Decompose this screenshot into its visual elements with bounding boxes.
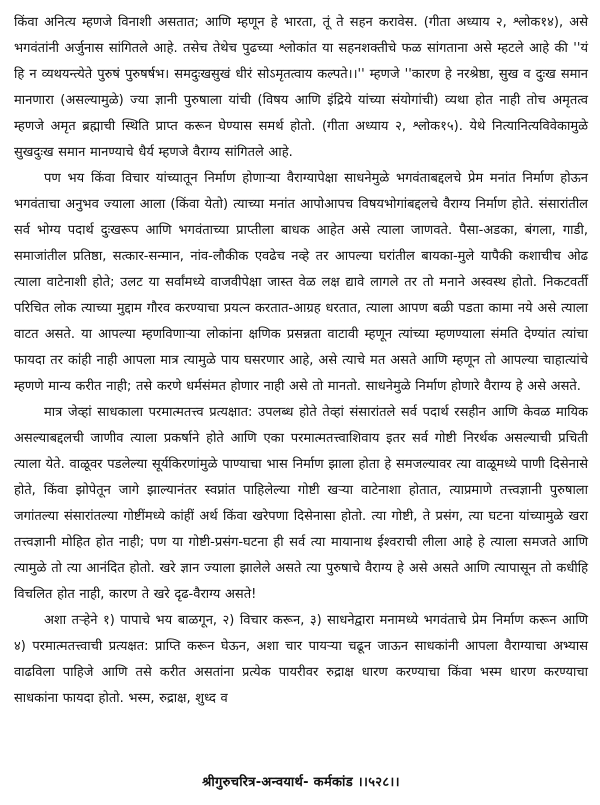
paragraph-sadhana-vairagya: पण भय किंवा विचार यांच्यातून निर्माण होणाऱ्या वैराग्यापेक्षा साधनेमुळे भगवंताबद्दलचे प्रेम मनांत निर्माण होऊन भगवंताचा अनुभव ज्याला आला (किंवा येतो) त्याच्या मनांत आपोआपच विषयभोगांबद्दलचे वैराग्य निर्माण होते. संसारांतील सर्व भोग्य पदार्थ दुःखरूप आणि भगवंताच्या प्राप्तीला बाधक आहेत असे त्याला जाणवते. पैसा-अडका, बंगला, गाडी, समाजांतील प्रतिष्ठा, सत्कार-सन्मान, नांव-लौकीक एवढेच नव्हे तर आपल्या घरांतील बायका-मुले यापैकी कशाचीच ओढ त्याला वाटेनाशी होते; उलट या सर्वांमध्ये वाजवीपेक्षा जास्त वेळ लक्ष द्यावे लागले तर तो मनाने अस्वस्थ होतो. निकटवर्ती परिचित लोक त्याच्या मुद्दाम गौरव करण्याचा प्रयत्न करतात-आग्रह धरतात, त्याला आपण बळी पडता कामा नये असे त्याला वाटत असते. या आपल्या म्हणविणाऱ्या लोकांना क्षणिक प्रसन्नता वाटावी म्हणून त्यांच्या म्हणण्याला संमति देण्यांत त्यांचा फायदा तर कांही नाही आपला मात्र त्यामुळे पाय घसरणार आहे, असे त्याचे मत असते आणि म्हणून तो आपल्या चाहात्यांचे म्हणणे मान्य करीत नाही; तसे करणे धर्मसंमत होणार नाही असे तो मानतो. साधनेमुळे निर्माण होणारे वैराग्य हे असे असते.: [14, 171, 588, 394]
body-text: [14, 10, 588, 712]
book-page: [14, 10, 588, 800]
page-footer: श्रीगुरुचरित्र-अन्वयार्थ- कर्मकांड ।।५२८।।: [202, 775, 400, 790]
paragraph-char-payrya: अशा तऱ्हेने १) पापाचे भय बाळगून, २) विचार करून, ३) साधनेद्वारा मनामध्ये भगवंताचे प्रेम निर्माण करून आणि ४) परमात्मतत्त्वाची प्रत्यक्षत: प्राप्ति करून घेऊन, अशा चार पायऱ्या चढून जाऊन साधकांनी आपला वैराग्याचा अभ्यास वाढविला पाहिजे आणि तसे करीत असतांना प्रत्येक पायरीवर रुद्राक्ष धारण करण्याचा किंवा भस्म धारण करण्याचा साधकांना फायदा होतो. भस्म, रुद्राक्ष, शुध्द व: [14, 613, 588, 706]
paragraph-dridha-vairagya: मात्र जेव्हां साधकाला परमात्मतत्त्व प्रत्यक्षात: उपलब्ध होते तेव्हां संसारांतले सर्व पदार्थ रसहीन आणि केवळ मायिक असल्याबद्दलची जाणीव त्याला प्रकर्षाने होते आणि एका परमात्मतत्त्वाशिवाय इतर सर्व गोष्टी निरर्थक असल्याची प्रचिती त्याला येते. वाळूवर पडलेल्या सूर्यकिरणांमुळे पाण्याचा भास निर्माण झाला होता हे समजल्यावर त्या वाळूमध्ये पाणी दिसेनासे होते, किंवा झोपेतून जागे झाल्यानंतर स्वप्नांत पाहिलेल्या गोष्टी खऱ्या वाटेनाशा होतात, त्याप्रमाणे तत्त्वज्ञानी पुरुषाला जगांतल्या संसारांतल्या गोष्टींमध्ये कांहीं अर्थ किंवा खरेपणा दिसेनासा होतो. त्या गोष्टी, ते प्रसंग, त्या घटना यांच्यामुळे खरा तत्त्वज्ञानी मोहित होत नाही; पण या गोष्टी-प्रसंग-घटना ही सर्व त्या मायानाथ ईश्वराची लीला आहे हे त्याला समजते आणि त्यामुळे तो त्या आनंदित होतो. खरे ज्ञान ज्याला झालेले असते त्या पुरुषाचे वैराग्य हे असे असते आणि त्यापासून तो कधीहि विचलित होत नाही, कारण ते खरे दृढ-वैराग्य असते!: [14, 405, 588, 602]
paragraph-gita-sahanshakti: किंवा अनित्य म्हणजे विनाशी असतात; आणि म्हणून हे भारता, तूं ते सहन करावेस. (गीता अध्याय २, श्लोक१४), असे भगवंतांनी अर्जुनास सांगितले आहे. तसेच तेथेच पुढच्या श्लोकांत या सहनशक्तीचे फळ सांगताना असे म्हटले आहे की ''यं हि न व्यथयन्त्येते पुरुषं पुरुषर्षभ। समदुःखसुखं धीरं सोऽमृतत्वाय कल्पते।।'' म्हणजे ''कारण हे नरश्रेष्ठा, सुख व दुःख समान मानणारा (असल्यामुळे) ज्या ज्ञानी पुरुषाला यांची (विषय आणि इंद्रिये यांच्या संयोगांची) व्यथा होत नाही तोच अमृतत्व म्हणजे अमृत ब्रह्माची स्थिति प्राप्त करून घेण्यास समर्थ होतो. (गीता अध्याय २, श्लोक१५). येथे नित्यानित्यविवेकामुळे सुखदुःख समान मानण्याचे धैर्य म्हणजे वैराग्य सांगितले आहे.: [14, 15, 588, 160]
